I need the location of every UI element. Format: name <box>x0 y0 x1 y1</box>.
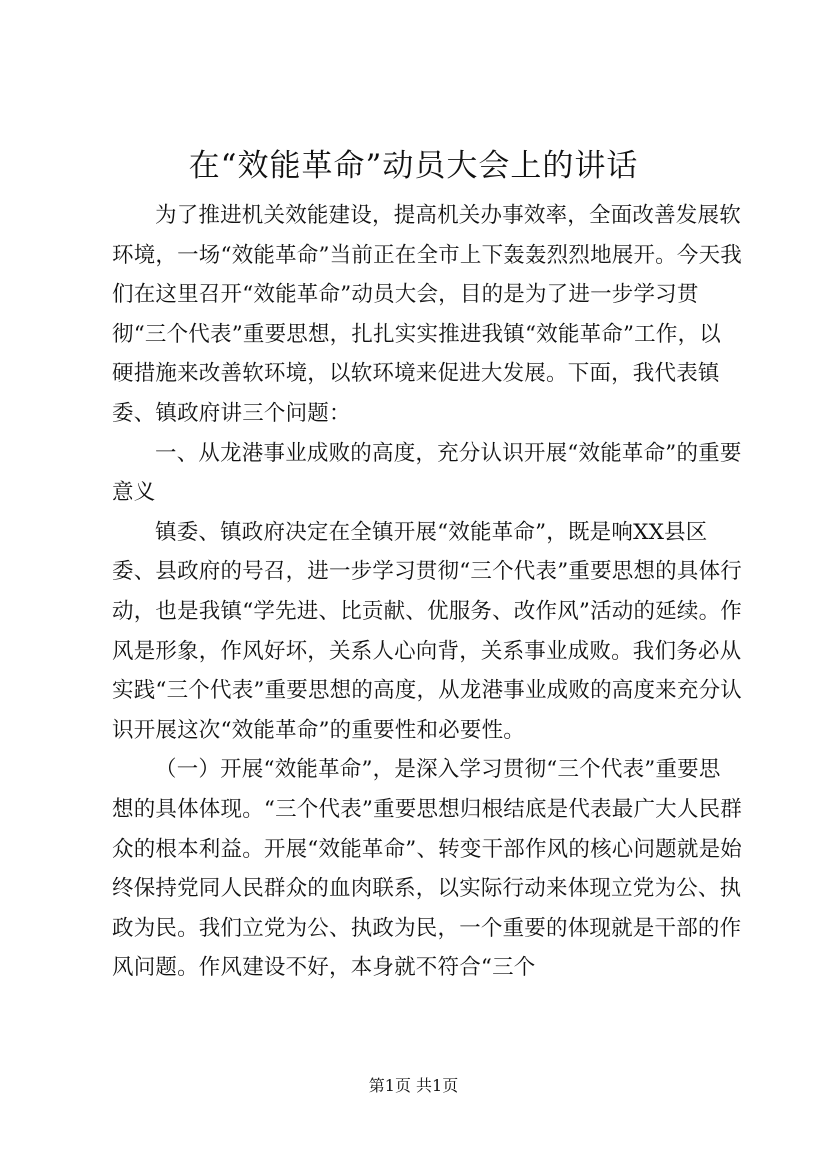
section-heading-1: 一、从龙港事业成败的高度，充分认识开展“效能革命”的重要意义 <box>112 440 742 506</box>
page-footer: 第1页 共1页 <box>368 1076 459 1095</box>
document-body <box>112 196 742 988</box>
paragraph-subsection-1: （一）开展“效能革命”，是深入学习贯彻“三个代表”重要思想的具体体现。“三个代表”重要思想归根结底是代表最广大人民群众的根本利益。开展“效能革命”、转变干部作风的核心问题就是始终保持党同人民群众的血肉联系，以实际行动来体现立党为公、执政为民。我们立党为公、执政为民，一个重要的体现就是干部的作风问题。作风建设不好，本身就不符合“三个 <box>112 757 742 981</box>
document-title: 在“效能革命”动员大会上的讲话 <box>188 148 639 184</box>
paragraph-intro: 为了推进机关效能建设，提高机关办事效率，全面改善发展软环境，一场“效能革命”当前正在全市上下轰轰烈烈地展开。今天我们在这里召开“效能革命”动员大会，目的是为了进一步学习贯彻“三个代表”重要思想，扎扎实实推进我镇“效能革命”工作，以硬措施来改善软环境，以软环境来促进大发展。下面，我代表镇委、镇政府讲三个问题： <box>112 203 742 426</box>
paragraph-section-1: 镇委、镇政府决定在全镇开展“效能革命”，既是响XX县区委、县政府的号召，进一步学习贯彻“三个代表”重要思想的具体行动，也是我镇“学先进、比贡献、优服务、改作风”活动的延续。作风是形象，作风好坏，关系人心向背，关系事业成败。我们务必从实践“三个代表”重要思想的高度，从龙港事业成败的高度来充分认识开展这次“效能革命”的重要性和必要性。 <box>112 519 742 743</box>
